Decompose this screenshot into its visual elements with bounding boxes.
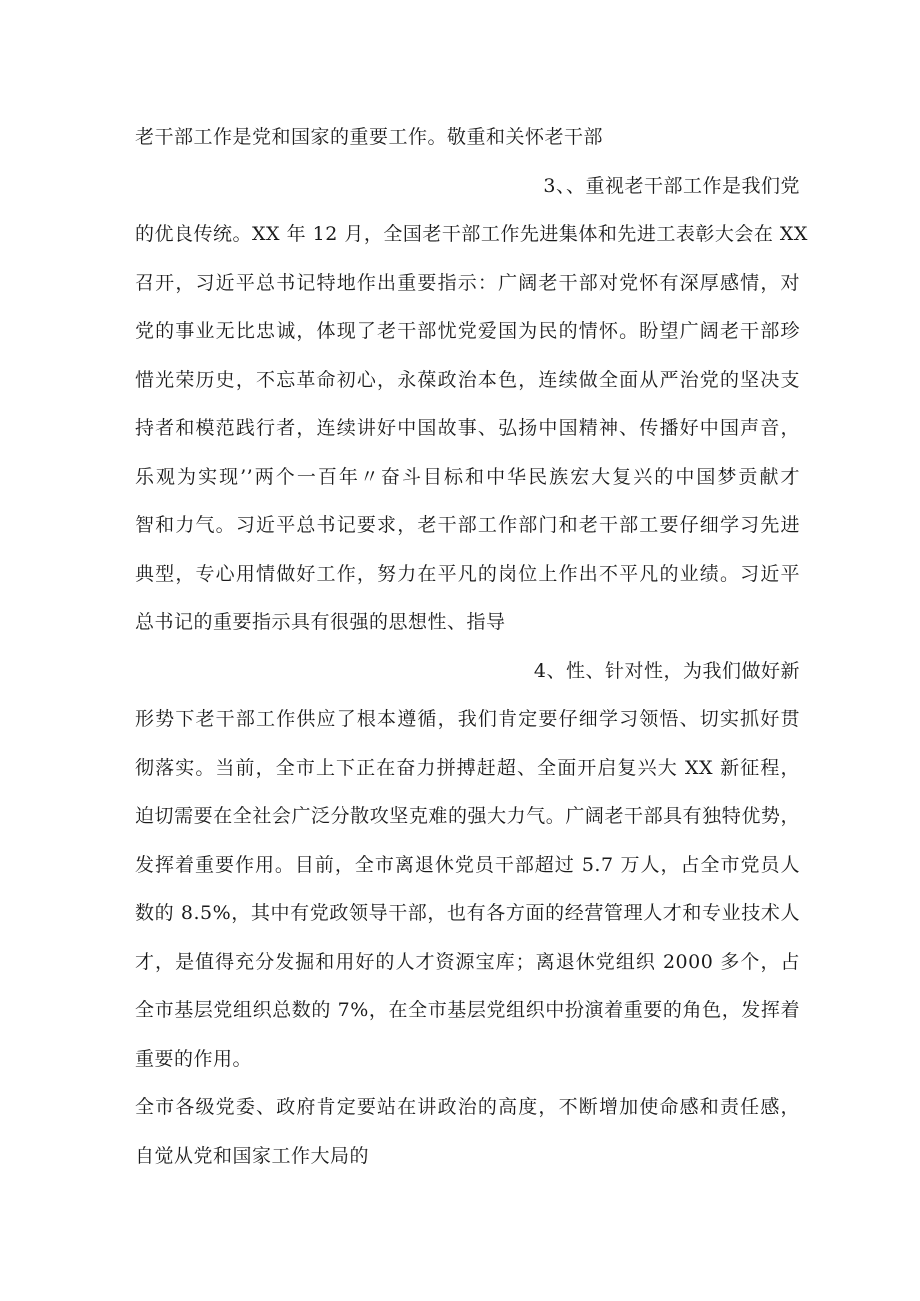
text-line: 持者和模范践行者，连续讲好中国故事、弘扬中国精神、传播好中国声音， (135, 417, 800, 439)
text-line: 全市各级党委、政府肯定要站在讲政治的高度，不断增加使命感和责任感， (135, 1096, 800, 1118)
text-line: 总书记的重要指示具有很强的思想性、指导 (135, 611, 506, 633)
section-heading: 4、性、针对性，为我们做好新 (533, 660, 800, 682)
text-line: 老干部工作是党和国家的重要工作。敬重和关怀老干部 (135, 126, 604, 148)
text-line: 的优良传统。XX 年 12 月，全国老干部工作先进集体和先进工表彰大会在 XX (135, 223, 808, 245)
text-line: 自觉从党和国家工作大局的 (135, 1145, 370, 1167)
text-line: 召开，习近平总书记特地作出重要指示：广阔老干部对党怀有深厚感情，对 (135, 272, 800, 294)
text-line: 重要的作用。 (135, 1048, 253, 1070)
text-line: 典型，专心用情做好工作，努力在平凡的岗位上作出不平凡的业绩。习近平 (135, 563, 800, 585)
text-line: 惜光荣历史，不忘革命初心，永葆政治本色，连续做全面从严治党的坚决支 (135, 369, 800, 391)
text-line: 乐观为实现’’两个一百年〃奋斗目标和中华民族宏大复兴的中国梦贡献才 (135, 466, 800, 488)
text-line: 形势下老干部工作供应了根本遵循，我们肯定要仔细学习领悟、切实抓好贯 (135, 708, 800, 730)
text-line: 才，是值得充分发掘和用好的人才资源宝库；离退休党组织 2000 多个，占 (135, 951, 800, 973)
text-line: 数的 8.5%，其中有党政领导干部，也有各方面的经营管理人才和专业技术人 (135, 902, 800, 924)
text-line: 发挥着重要作用。目前，全市离退休党员干部超过 5.7 万人，占全市党员人 (135, 854, 800, 876)
section-heading: 3、、重视老干部工作是我们党 (543, 175, 800, 197)
text-line: 全市基层党组织总数的 7%，在全市基层党组织中扮演着重要的角色，发挥着 (135, 999, 800, 1021)
text-line: 彻落实。当前，全市上下正在奋力拼搏赶超、全面开启复兴大 XX 新征程， (135, 757, 800, 779)
text-line: 党的事业无比忠诚，体现了老干部忧党爱国为民的情怀。盼望广阔老干部珍 (135, 320, 800, 342)
text-line: 迫切需要在全社会广泛分散攻坚克难的强大力气。广阔老干部具有独特优势， (135, 805, 800, 827)
text-line: 智和力气。习近平总书记要求，老干部工作部门和老干部工要仔细学习先进 (135, 514, 800, 536)
